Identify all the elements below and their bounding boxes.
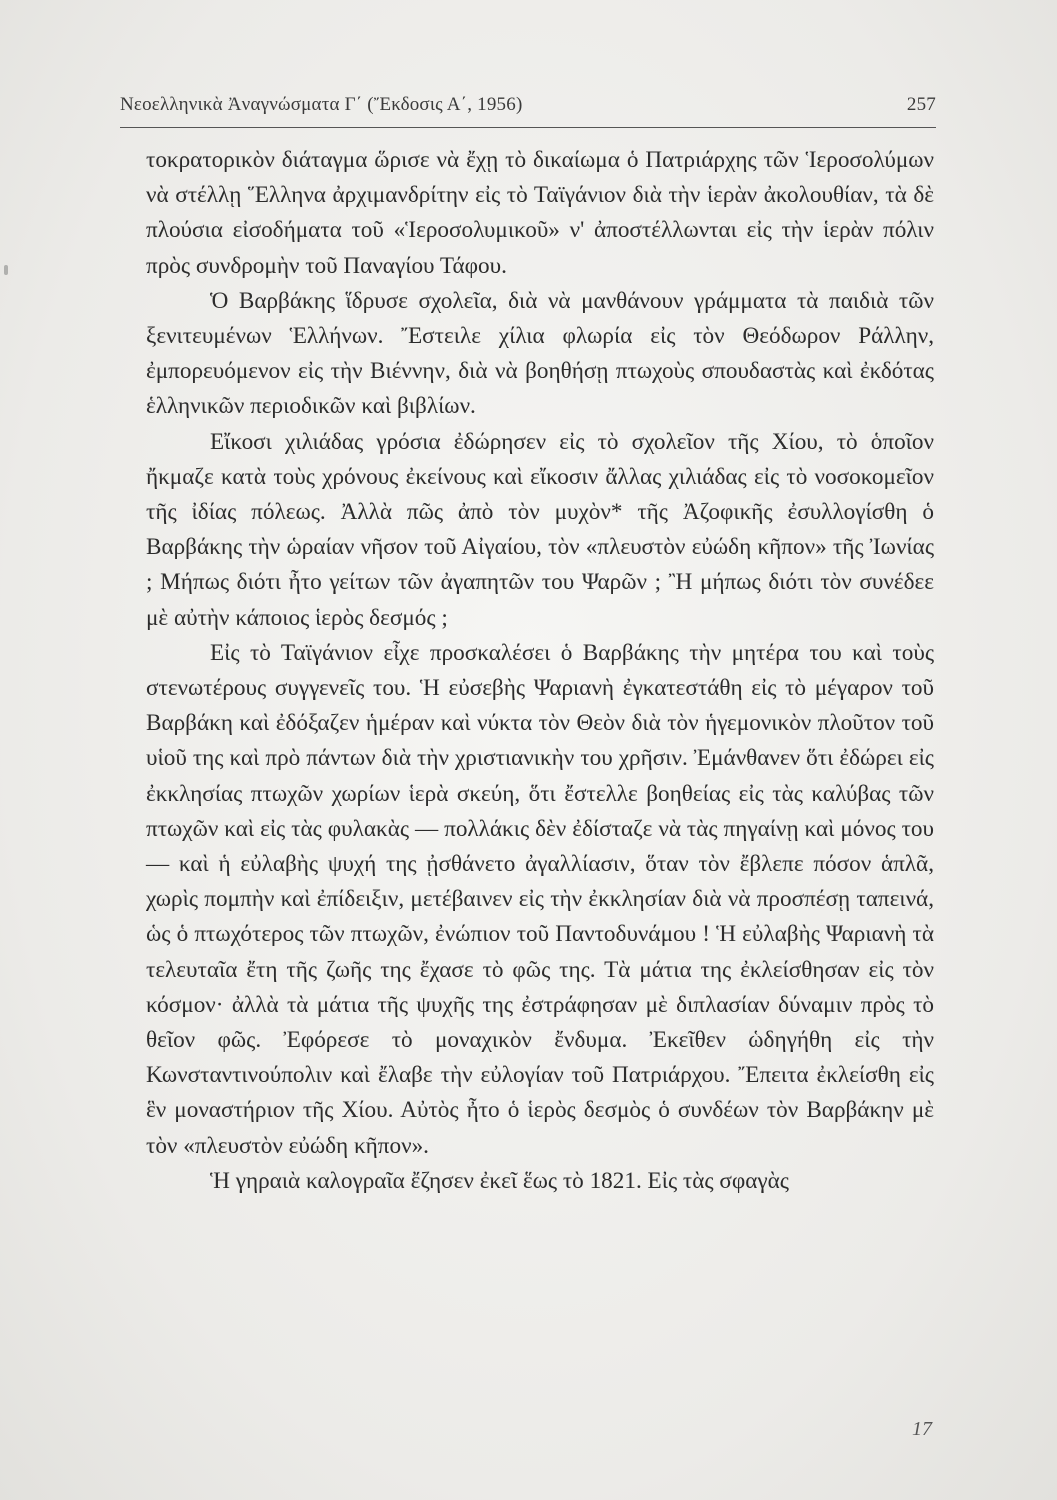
scan-edge-mark	[4, 265, 8, 275]
page-number: 257	[906, 94, 936, 115]
running-header	[120, 92, 936, 122]
paragraph-1: τοκρατορικὸν διάταγμα ὥρισε νὰ ἔχῃ τὸ δικαίωμα ὁ Πατριάρχης τῶν Ἱεροσολύμων νὰ στέλλῃ Ἕλληνα ἀρχιμανδρίτην εἰς τὸ Ταϊγάνιον διὰ τὴν ἱερὰν ἀκολουθίαν, τὰ δὲ πλούσια εἰσοδήματα τοῦ «Ἱεροσολυμικοῦ» ν' ἀποστέλλωνται εἰς τὴν ἱερὰν πόλιν πρὸς συνδρομὴν τοῦ Παναγίου Τάφου.	[146, 147, 934, 279]
paragraph-3: Εἴκοσι χιλιάδας γρόσια ἐδώρησεν εἰς τὸ σχολεῖον τῆς Χίου, τὸ ὁποῖον ἤκμαζε κατὰ τοὺς χρόνους ἐκείνους καὶ εἴκοσιν ἄλλας χιλιάδας εἰς τὸ νοσοκομεῖον τῆς ἰδίας πόλεως. Ἀλλὰ πῶς ἀπὸ τὸν μυχὸν* τῆς Ἀζοφικῆς ἐσυλλογίσθη ὁ Βαρβάκης τὴν ὡραίαν νῆσον τοῦ Αἰγαίου, τὸν «πλευστὸν εὐώδη κῆπον» τῆς Ἰωνίας ; Μήπως διότι ἦτο γείτων τῶν ἀγαπητῶν του Ψαρῶν ; Ἢ μήπως διότι τὸν συνέδεε μὲ αὐτὴν κάποιος ἱερὸς δεσμός ;	[146, 428, 934, 631]
signature-mark: 17	[912, 1418, 932, 1440]
header-rule	[120, 127, 936, 128]
paragraph-4: Εἰς τὸ Ταϊγάνιον εἶχε προσκαλέσει ὁ Βαρβάκης τὴν μητέρα του καὶ τοὺς στενωτέρους συγγενεῖς του. Ἡ εὐσεβὴς Ψαριανὴ ἐγκατεστάθη εἰς τὸ μέγαρον τοῦ Βαρβάκη καὶ ἐδόξαζεν ἡμέραν καὶ νύκτα τὸν Θεὸν διὰ τὸν ἡγεμονικὸν πλοῦτον τοῦ υἱοῦ της καὶ πρὸ πάντων διὰ τὴν χριστιανικὴν του χρῆσιν. Ἐμάνθανεν ὅτι ἐδώρει εἰς ἐκκλησίας πτωχῶν χωρίων ἱερὰ σκεύη, ὅτι ἔστελλε βοηθείας εἰς τὰς καλύβας τῶν πτωχῶν καὶ εἰς τὰς φυλακὰς — πολλάκις δὲν ἐδίσταζε νὰ τὰς πηγαίνῃ καὶ μόνος του — καὶ ἡ εὐλαβὴς ψυχή της ᾐσθάνετο ἀγαλλίασιν, ὅταν τὸν ἔβλεπε πόσον ἁπλᾶ, χωρὶς πομπὴν καὶ ἐπίδειξιν, μετέβαινεν εἰς τὴν ἐκκλησίαν διὰ νὰ προσπέσῃ ταπεινά, ὡς ὁ πτωχότερος τῶν πτωχῶν, ἐνώπιον τοῦ Παντοδυνάμου ! Ἡ εὐλαβὴς Ψαριανὴ τὰ τελευταῖα ἔτη τῆς ζωῆς της ἔχασε τὸ φῶς της. Τὰ μάτια της ἐκλείσθησαν εἰς τὸν κόσμον· ἀλλὰ τὰ μάτια τῆς ψυχῆς της ἐστράφησαν μὲ διπλασίαν δύναμιν πρὸς τὸ θεῖον φῶς. Ἐφόρεσε τὸ μοναχικὸν ἔνδυμα. Ἐκεῖθεν ὡδηγήθη εἰς τὴν Κωνσταντινούπολιν καὶ ἔλαβε τὴν εὐλογίαν τοῦ Πατριάρχου. Ἔπειτα ἐκλείσθη εἰς ἓν μοναστήριον τῆς Χίου. Αὐτὸς ἦτο ὁ ἱερὸς δεσμὸς ὁ συνδέων τὸν Βαρβάκην μὲ τὸν «πλευστὸν εὐώδη κῆπον».	[146, 639, 934, 1159]
body-text	[146, 143, 934, 1199]
running-title: Νεοελληνικὰ Ἀναγνώσματα Γ΄ (Ἔκδοσις Α΄, 1956)	[120, 94, 523, 115]
paragraph-5: Ἡ γηραιὰ καλογραῖα ἔζησεν ἐκεῖ ἕως τὸ 1821. Εἰς τὰς σφαγὰς	[210, 1167, 789, 1194]
paragraph-2: Ὁ Βαρβάκης ἵδρυσε σχολεῖα, διὰ νὰ μανθάνουν γράμματα τὰ παιδιὰ τῶν ξενιτευμένων Ἑλλήνων. Ἔστειλε χίλια φλωρία εἰς τὸν Θεόδωρον Ράλλην, ἐμπορευόμενον εἰς τὴν Βιέννην, διὰ νὰ βοηθήσῃ πτωχοὺς σπουδαστὰς καὶ ἐκδότας ἑλληνικῶν περιοδικῶν καὶ βιβλίων.	[146, 287, 934, 420]
